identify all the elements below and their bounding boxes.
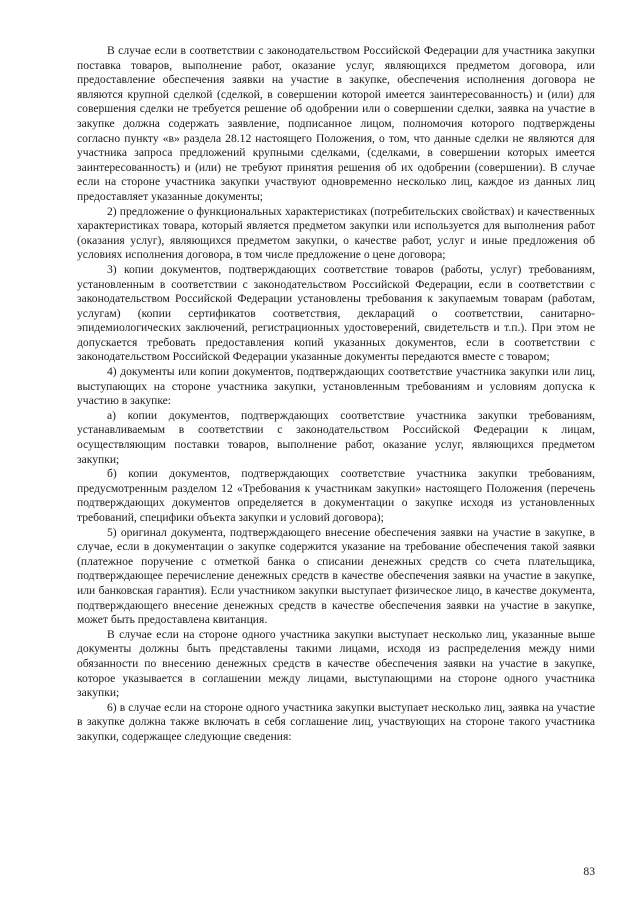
paragraph: 4) документы или копии документов, подтверждающих соответствие участника закупки или лиц, выступающих на стороне участника закупки, установленным требованиям и условиям допуска к участию в закупке: <box>77 365 595 408</box>
document-body <box>77 44 595 745</box>
paragraph: В случае если в соответствии с законодательством Российской Федерации для участника закупки поставка товаров, выполнение работ, оказание услуг, являющихся предметом договора, или предоставление обеспечения заявки на участие в закупке, обеспечения исполнения договора не являются крупной сделкой (сделкой, в совершении которой имеется заинтересованность) и (или) для совершения сделки не требуется решение об одобрении или о совершении сделки, заявка на участие в закупке должна содержать заявление, подписанное лицом, полномочия которого подтверждены согласно пункту «в» раздела 28.12 настоящего Положения, о том, что данные сделки не являются для участника запроса предложений крупными сделками, (сделками, в совершении которых имеется заинтересованность) и (или) не требуют принятия решения об их одобрении (совершении). В случае если на стороне участника закупки участвуют одновременно несколько лиц, каждое из данных лиц предоставляет указанные документы; <box>77 44 595 203</box>
paragraph: а) копии документов, подтверждающих соответствие участника закупки требованиям, устанавливаемым в соответствии с законодательством Российской Федерации к лицам, осуществляющим поставки товаров, выполнение работ, оказание услуг, являющихся предметом закупки; <box>77 408 595 466</box>
paragraph: б) копии документов, подтверждающих соответствие участника закупки требованиям, предусмотренным разделом 12 «Требования к участникам закупки» настоящего Положения (перечень подтверждающих документов определяется в документации о закупке исходя из установленных требований, специфики объекта закупки и условий договора); <box>77 467 595 524</box>
page-number: 83 <box>583 865 595 878</box>
paragraph: 5) оригинал документа, подтверждающего внесение обеспечения заявки на участие в закупке, в случае, если в документации о закупке содержится указание на требование обеспечения такой заявки (платежное поручение с отметкой банка о списании денежных средств со счета плательщика, подтверждающее перечисление денежных средств в качестве обеспечения заявки на участие в закупке, или банковская гарантия). Если участником закупки выступает физическое лицо, в качестве документа, подтверждающего внесение денежных средств в качестве обеспечения заявки на участие в закупке, может быть предоставлена квитанция. <box>77 525 595 627</box>
paragraph: 2) предложение о функциональных характеристиках (потребительских свойствах) и качественных характеристиках товара, который является предметом закупки или используется для выполнения работ (оказания услуг), являющихся предметом закупки, о качестве работ, услуг и иные предложения об условиях исполнения договора, в том числе предложение о цене договора; <box>77 204 595 262</box>
paragraph: В случае если на стороне одного участника закупки выступает несколько лиц, указанные выше документы должны быть представлены такими лицами, исходя из распределения между ними обязанности по внесению денежных средств в качестве обеспечения заявки на участие в закупке, которое указывается в соглашении между лицами, выступающими на стороне одного участника закупки; <box>77 627 595 700</box>
paragraph: 3) копии документов, подтверждающих соответствие товаров (работы, услуг) требованиям, установленным в соответствии с законодательством Российской Федерации, если в соответствии с законодательством Российской Федерации установлены требования к закупаемым товарам (работам, услугам) (копии сертификатов соответствия, деклараций о соответствии, санитарно-эпидемиологических заключений, регистрационных удостоверений, свидетельств и т.п.). При этом не допускается требовать предоставления копий указанных документов, если в соответствии с законодательством Российской Федерации указанные документы передаются вместе с товаром; <box>77 262 595 364</box>
paragraph: 6) в случае если на стороне одного участника закупки выступает несколько лиц, заявка на участие в закупке должна также включать в себя соглашение лиц, участвующих на стороне такого участника закупки, содержащее следующие сведения: <box>77 700 595 743</box>
